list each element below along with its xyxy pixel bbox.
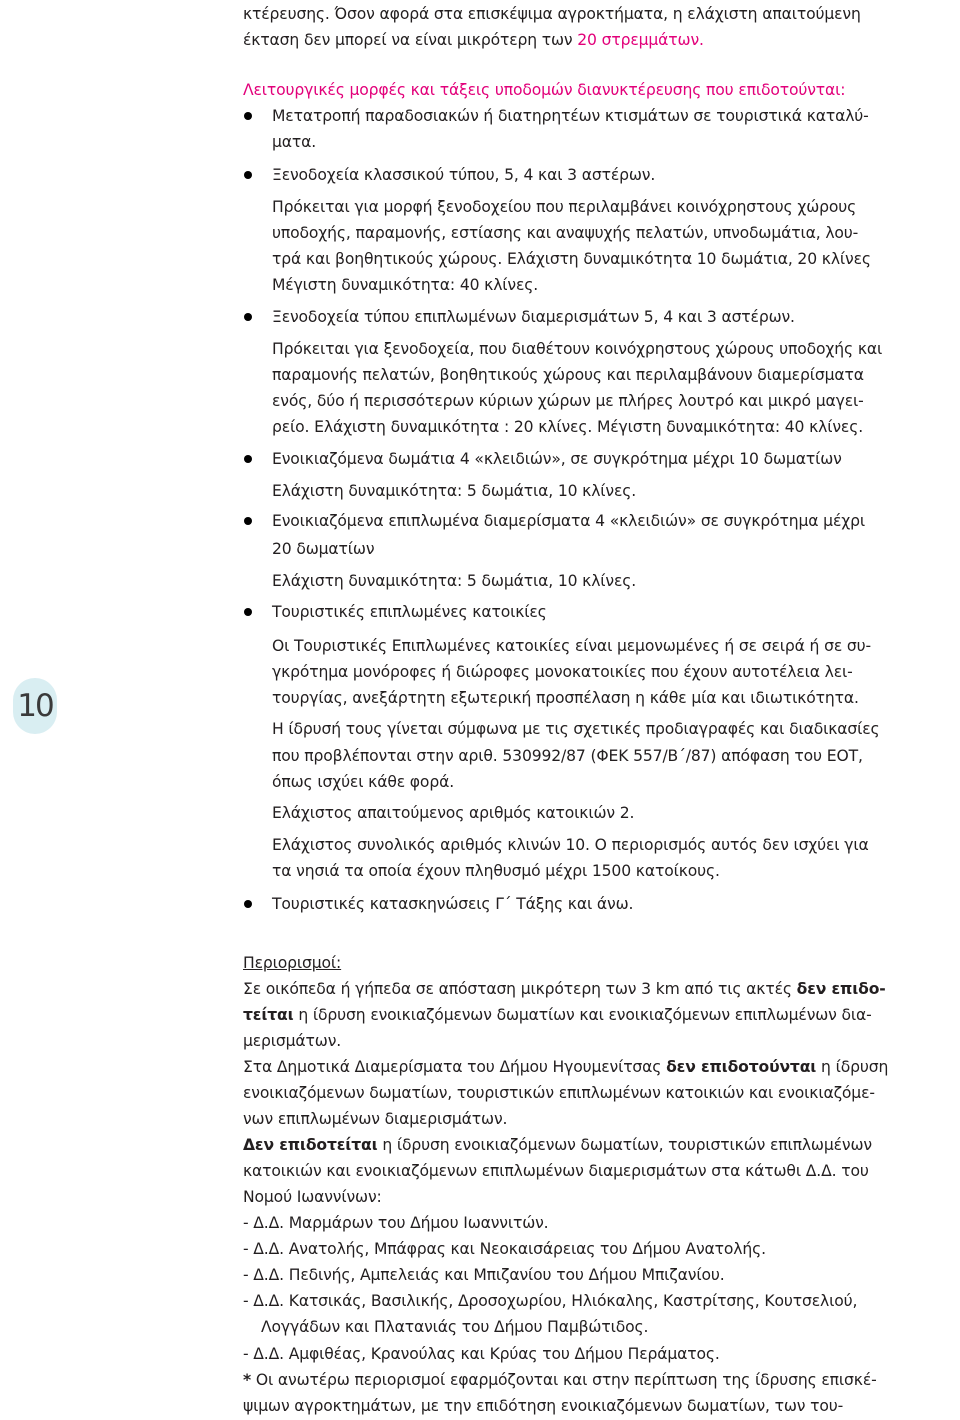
restriction-line-5: ενοικιαζόμενων δωματίων, τουριστικών επιπλωμένων κατοικιών και ενοικιαζόμε- — [243, 1084, 875, 1102]
note-line-1: * Οι ανωτέρω περιορισμοί εφαρμόζονται και στην περίπτωση της ίδρυσης επισκέ- — [243, 1371, 877, 1389]
bullet-2-text-2: υποδοχής, παραμονής, εστίασης και αναψυχής πελατών, υπνοδωμάτια, λου- — [272, 224, 859, 242]
bullet-icon — [244, 900, 252, 908]
bullet-4-text-1: Ελάχιστη δυναμικότητα: 5 δωμάτια, 10 κλίνες. — [272, 482, 637, 500]
not-subsidized-emphasis-3: Δεν επιδοτείται — [243, 1136, 378, 1154]
district-item-4-cont: Λογγάδων και Πλατανιάς του Δήμου Παμβώτιδος. — [261, 1318, 649, 1336]
district-item-1: - Δ.Δ. Μαρμάρων του Δήμου Ιωαννιτών. — [243, 1214, 549, 1232]
restriction-line-4: Στα Δημοτικά Διαμερίσματα του Δήμου Ηγουμενίτσας δεν επιδοτούνται η ίδρυση — [243, 1058, 889, 1076]
restriction-line-7: Δεν επιδοτείται η ίδρυση ενοικιαζόμενων δωματίων, τουριστικών επιπλωμένων — [243, 1136, 872, 1154]
bullet-3-title: Ξενοδοχεία τύπου επιπλωμένων διαμερισμάτων 5, 4 και 3 αστέρων. — [272, 308, 795, 326]
bullet-3-text-2: παραμονής πελατών, βοηθητικούς χώρους και περιλαμβάνουν διαμερίσματα — [272, 366, 864, 384]
bullet-6-text-5: που προβλέπονται στην αριθ. 530992/87 (ΦΕΚ 557/Β΄/87) απόφαση του ΕΟΤ, — [272, 747, 863, 765]
district-item-4: - Δ.Δ. Κατσικάς, Βασιλικής, Δροσοχωρίου, Ηλιόκαλης, Καστρίτσης, Κουτσελιού, — [243, 1292, 858, 1310]
district-item-3: - Δ.Δ. Πεδινής, Αμπελειάς και Μπιζανίου του Δήμου Μπιζανίου. — [243, 1266, 725, 1284]
page-number: 10 — [17, 688, 53, 724]
page-number-badge — [13, 678, 57, 734]
bullet-6-text-6: όπως ισχύει κάθε φορά. — [272, 773, 455, 791]
bullet-icon — [244, 517, 252, 525]
min-area-highlight: 20 στρεμμάτων. — [577, 31, 704, 49]
forms-heading: Λειτουργικές μορφές και τάξεις υποδομών διανυκτέρευσης που επιδοτούνται: — [243, 81, 846, 99]
bullet-5-text-1: Ελάχιστη δυναμικότητα: 5 δωμάτια, 10 κλίνες. — [272, 572, 637, 590]
bullet-4-title: Ενοικιαζόμενα δωμάτια 4 «κλειδιών», σε συγκρότημα μέχρι 10 δωματίων — [272, 450, 842, 468]
district-item-2: - Δ.Δ. Ανατολής, Μπάφρας και Νεοκαισάρειας του Δήμου Ανατολής. — [243, 1240, 766, 1258]
bullet-2-title: Ξενοδοχεία κλασσικού τύπου, 5, 4 και 3 αστέρων. — [272, 166, 656, 184]
restriction-line-9: Νομού Ιωαννίνων: — [243, 1188, 382, 1206]
bullet-6-text-3: τουργίας, ανεξάρτητη εξωτερική προσπέλαση η κάθε μία και ιδιωτικότητα. — [272, 689, 859, 707]
bullet-3-text-4: ρείο. Ελάχιστη δυναμικότητα : 20 κλίνες. Μέγιστη δυναμικότητα: 40 κλίνες. — [272, 418, 864, 436]
bullet-6-text-9: τα νησιά τα οποία έχουν πληθυσμό μέχρι 1500 κατοίκους. — [272, 862, 720, 880]
bullet-2-text-4: Μέγιστη δυναμικότητα: 40 κλίνες. — [272, 276, 539, 294]
bullet-icon — [244, 112, 252, 120]
bullet-5-title-2: 20 δωματίων — [272, 540, 375, 558]
top-line-2: έκταση δεν μπορεί να είναι μικρότερη των 20 στρεμμάτων. — [243, 31, 704, 49]
restriction-line-3: μερισμάτων. — [243, 1032, 342, 1050]
bullet-icon — [244, 171, 252, 179]
restriction-line-2: τείται η ίδρυση ενοικιαζόμενων δωματίων και ενοικιαζόμενων επιπλωμένων δια- — [243, 1006, 872, 1024]
bullet-3-text-3: ενός, δύο ή περισσότερων κύριων χώρων με πλήρες λουτρό και μικρό μαγει- — [272, 392, 864, 410]
restriction-line-8: κατοικιών και ενοικιαζόμενων επιπλωμένων διαμερισμάτων στα κάτωθι Δ.Δ. του — [243, 1162, 869, 1180]
not-subsidized-emphasis: δεν επιδο- — [796, 980, 886, 998]
bullet-icon — [244, 313, 252, 321]
not-subsidized-emphasis-2: δεν επιδοτούνται — [666, 1058, 817, 1076]
bullet-2-text-1: Πρόκειται για μορφή ξενοδοχείου που περιλαμβάνει κοινόχρηστους χώρους — [272, 198, 857, 216]
bullet-6-text-1: Οι Τουριστικές Επιπλωμένες κατοικίες είναι μεμονωμένες ή σε σειρά ή σε συ- — [272, 637, 871, 655]
asterisk-marker: * — [243, 1371, 252, 1389]
bullet-6-text-7: Ελάχιστος απαιτούμενος αριθμός κατοικιών 2. — [272, 804, 635, 822]
bullet-1-line-1: Μετατροπή παραδοσιακών ή διατηρητέων κτισμάτων σε τουριστικά καταλύ- — [272, 107, 869, 125]
bullet-icon — [244, 455, 252, 463]
top-line-1: κτέρευσης. Όσον αφορά στα επισκέψιμα αγροκτήματα, η ελάχιστη απαιτούμενη — [243, 5, 861, 23]
note-line-2: ψιμων αγροκτημάτων, με την επιδότηση ενοικιαζόμενων δωματίων, των του- — [243, 1397, 844, 1415]
not-subsidized-emphasis-cont: τείται — [243, 1006, 294, 1024]
district-item-5: - Δ.Δ. Αμφιθέας, Κρανούλας και Κρύας του Δήμου Περάματος. — [243, 1345, 720, 1363]
bullet-2-text-3: τρά και βοηθητικούς χώρους. Ελάχιστη δυναμικότητα 10 δωμάτια, 20 κλίνες — [272, 250, 871, 268]
bullet-6-title: Τουριστικές επιπλωμένες κατοικίες — [272, 603, 547, 621]
bullet-7-title: Τουριστικές κατασκηνώσεις Γ΄ Τάξης και άνω. — [272, 895, 634, 913]
restriction-line-6: νων επιπλωμένων διαμερισμάτων. — [243, 1110, 508, 1128]
bullet-1-line-2: ματα. — [272, 133, 317, 151]
bullet-3-text-1: Πρόκειται για ξενοδοχεία, που διαθέτουν κοινόχρηστους χώρους υποδοχής και — [272, 340, 883, 358]
bullet-5-title-1: Ενοικιαζόμενα επιπλωμένα διαμερίσματα 4 «κλειδιών» σε συγκρότημα μέχρι — [272, 512, 865, 530]
bullet-6-text-2: γκρότημα μονόροφες ή διώροφες μονοκατοικίες που έχουν αυτοτέλεια λει- — [272, 663, 853, 681]
bullet-6-text-4: Η ίδρυσή τους γίνεται σύμφωνα με τις σχετικές προδιαγραφές και διαδικασίες — [272, 720, 880, 738]
bullet-icon — [244, 608, 252, 616]
bullet-6-text-8: Ελάχιστος συνολικός αριθμός κλινών 10. Ο περιορισμός αυτός δεν ισχύει για — [272, 836, 869, 854]
restriction-line-1: Σε οικόπεδα ή γήπεδα σε απόσταση μικρότερη των 3 km από τις ακτές δεν επιδο- — [243, 980, 886, 998]
restrictions-heading: Περιορισμοί: — [243, 954, 342, 972]
